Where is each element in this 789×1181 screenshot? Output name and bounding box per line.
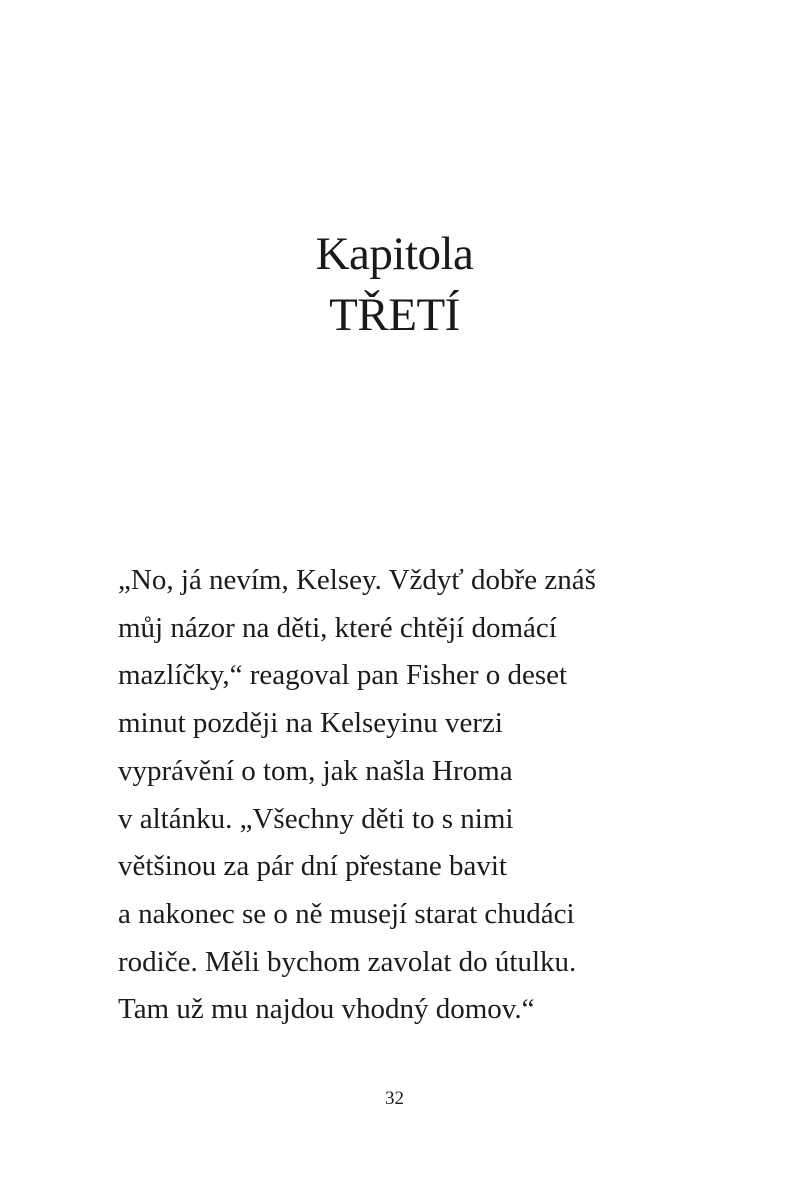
paragraph-line: mazlíčky,“ reagoval pan Fisher o deset xyxy=(118,659,568,692)
paragraph-line: Tam už mu najdou vhodný domov.“ xyxy=(118,993,535,1026)
paragraph-line: „No, já nevím, Kelsey. Vždyť dobře znáš xyxy=(118,564,596,596)
paragraph-line: minut později na Kelseyinu verzi xyxy=(118,707,503,740)
page-number: 32 xyxy=(385,1088,404,1109)
paragraph-line: rodiče. Měli bychom zavolat do útulku. xyxy=(118,945,577,978)
chapter-heading xyxy=(0,224,789,346)
chapter-paragraph xyxy=(118,557,678,1034)
chapter-number: TŘETÍ xyxy=(329,289,460,341)
paragraph-line: vyprávění o tom, jak našla Hroma xyxy=(118,754,513,787)
paragraph-line: v altánku. „Všechny děti to s nimi xyxy=(118,802,514,835)
paragraph-line: většinou za pár dní přestane bavit xyxy=(118,850,507,883)
paragraph-line: můj názor na děti, které chtějí domácí xyxy=(118,611,557,644)
paragraph-line: a nakonec se o ně musejí starat chudáci xyxy=(118,897,575,930)
chapter-label: Kapitola xyxy=(315,228,474,280)
